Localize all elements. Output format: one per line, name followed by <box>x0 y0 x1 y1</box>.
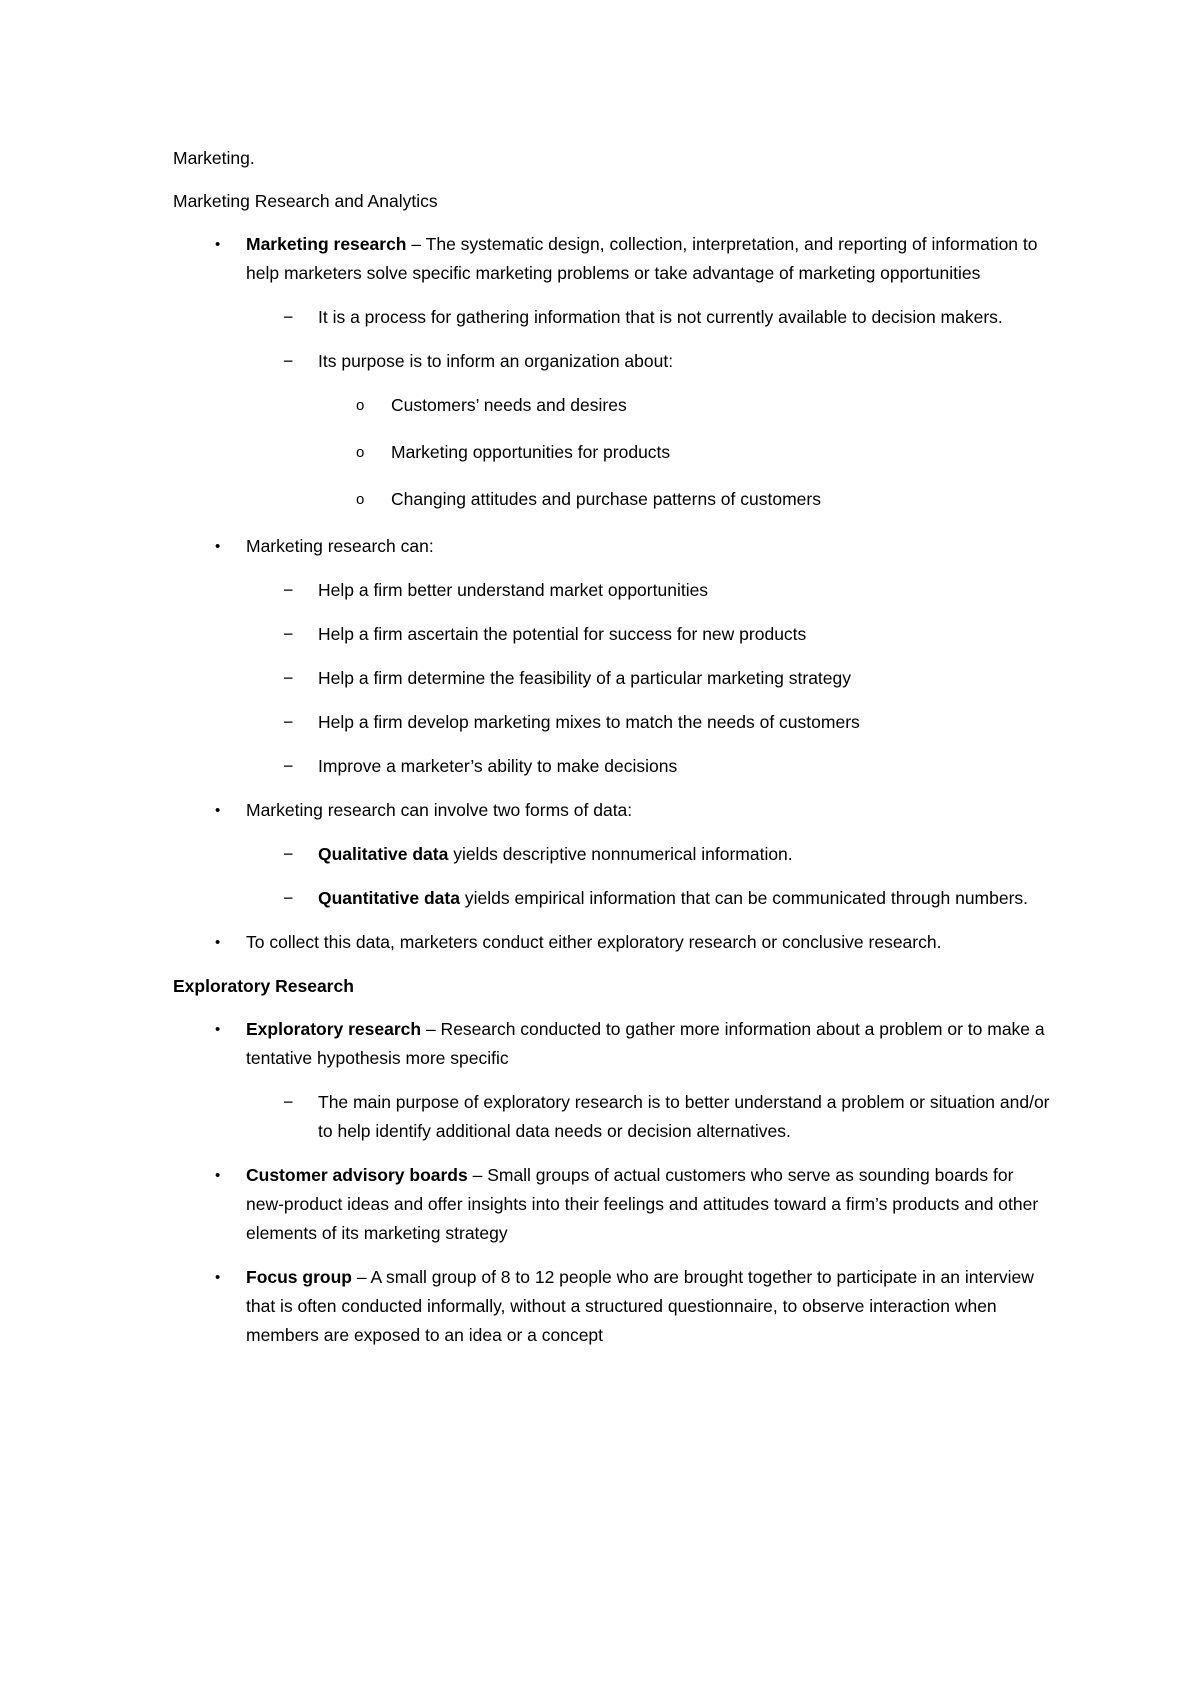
bullet-marker: • <box>215 802 221 819</box>
bullet-marker: • <box>215 236 221 253</box>
circle-item <box>173 438 1053 467</box>
term: Exploratory research <box>246 1019 422 1039</box>
bullet-item <box>173 532 1053 561</box>
dash-item <box>173 1088 1053 1146</box>
dash-item <box>173 752 1053 781</box>
dash-marker: − <box>283 712 294 732</box>
item-text: yields empirical information that can be communicated through numbers. <box>459 888 1029 908</box>
bullet-item <box>173 1015 1053 1073</box>
item-text: Improve a marketer’s ability to make decisions <box>318 756 678 776</box>
dash-item <box>173 840 1053 869</box>
doc-title: Marketing. <box>173 148 255 168</box>
dash-marker: − <box>283 888 294 908</box>
circle-item <box>173 485 1053 514</box>
item-text: Customers’ needs and desires <box>391 395 627 415</box>
dash-marker: − <box>283 1092 294 1112</box>
circle-marker: o <box>356 491 365 508</box>
item-text: yields descriptive nonnumerical information. <box>448 844 793 864</box>
item-text: Changing attitudes and purchase patterns of customers <box>391 489 821 509</box>
term: Focus group <box>246 1267 352 1287</box>
dash-marker: − <box>283 756 294 776</box>
item-text: Help a firm better understand market opportunities <box>318 580 709 600</box>
dash-item <box>173 708 1053 737</box>
dash-item <box>173 347 1053 376</box>
bullet-item <box>173 1263 1053 1350</box>
item-text: The main purpose of exploratory research is to better understand a problem or situation and/or to help identify additional data needs or decision alternatives. <box>318 1092 1050 1141</box>
bullet-item <box>173 230 1053 288</box>
item-text: To collect this data, marketers conduct either exploratory research or conclusive research. <box>246 932 942 952</box>
bullet-item <box>173 796 1053 825</box>
term: Quantitative data <box>318 888 460 908</box>
term: Qualitative data <box>318 844 449 864</box>
item-text: Marketing research can: <box>246 536 434 556</box>
bullet-marker: • <box>215 1167 221 1184</box>
dash-item <box>173 620 1053 649</box>
bullet-marker: • <box>215 1269 221 1286</box>
item-text: Marketing research can involve two forms of data: <box>246 800 633 820</box>
dash-marker: − <box>283 580 294 600</box>
dash-marker: − <box>283 307 294 327</box>
dash-item <box>173 664 1053 693</box>
definition: – The systematic design, collection, interpretation, and reporting of information to help marketers solve specific marketing problems or take advantage of marketing opportunities <box>246 234 1038 283</box>
bullet-marker: • <box>215 538 221 555</box>
bullet-item <box>173 928 1053 957</box>
section-heading: Exploratory Research <box>173 976 354 996</box>
definition: – Research conducted to gather more information about a problem or to make a tentative hypothesis more specific <box>246 1019 1045 1068</box>
term: Marketing research <box>246 234 407 254</box>
item-text: Help a firm develop marketing mixes to match the needs of customers <box>318 712 860 732</box>
item-text: It is a process for gathering information that is not currently available to decision makers. <box>318 307 1003 327</box>
dash-item <box>173 303 1053 332</box>
bullet-marker: • <box>215 1021 221 1038</box>
item-text: Its purpose is to inform an organization about: <box>318 351 674 371</box>
document-body <box>173 144 1053 1365</box>
definition: – A small group of 8 to 12 people who are brought together to participate in an interview that is often conducted informally, without a structured questionnaire, to observe interaction when members are exposed to an idea or a concept <box>246 1267 1034 1345</box>
definition: – Small groups of actual customers who serve as sounding boards for new-product ideas and offer insights into their feelings and attitudes toward a firm’s products and other elements of its marketing strategy <box>246 1165 1039 1243</box>
dash-marker: − <box>283 351 294 371</box>
circle-marker: o <box>356 397 365 414</box>
item-text: Help a firm ascertain the potential for success for new products <box>318 624 807 644</box>
dash-marker: − <box>283 844 294 864</box>
doc-subtitle: Marketing Research and Analytics <box>173 191 438 211</box>
dash-item <box>173 884 1053 913</box>
item-text: Help a firm determine the feasibility of a particular marketing strategy <box>318 668 852 688</box>
dash-item <box>173 576 1053 605</box>
bullet-marker: • <box>215 934 221 951</box>
circle-item <box>173 391 1053 420</box>
circle-marker: o <box>356 444 365 461</box>
item-text: Marketing opportunities for products <box>391 442 671 462</box>
term: Customer advisory boards <box>246 1165 468 1185</box>
bullet-item <box>173 1161 1053 1248</box>
dash-marker: − <box>283 668 294 688</box>
dash-marker: − <box>283 624 294 644</box>
